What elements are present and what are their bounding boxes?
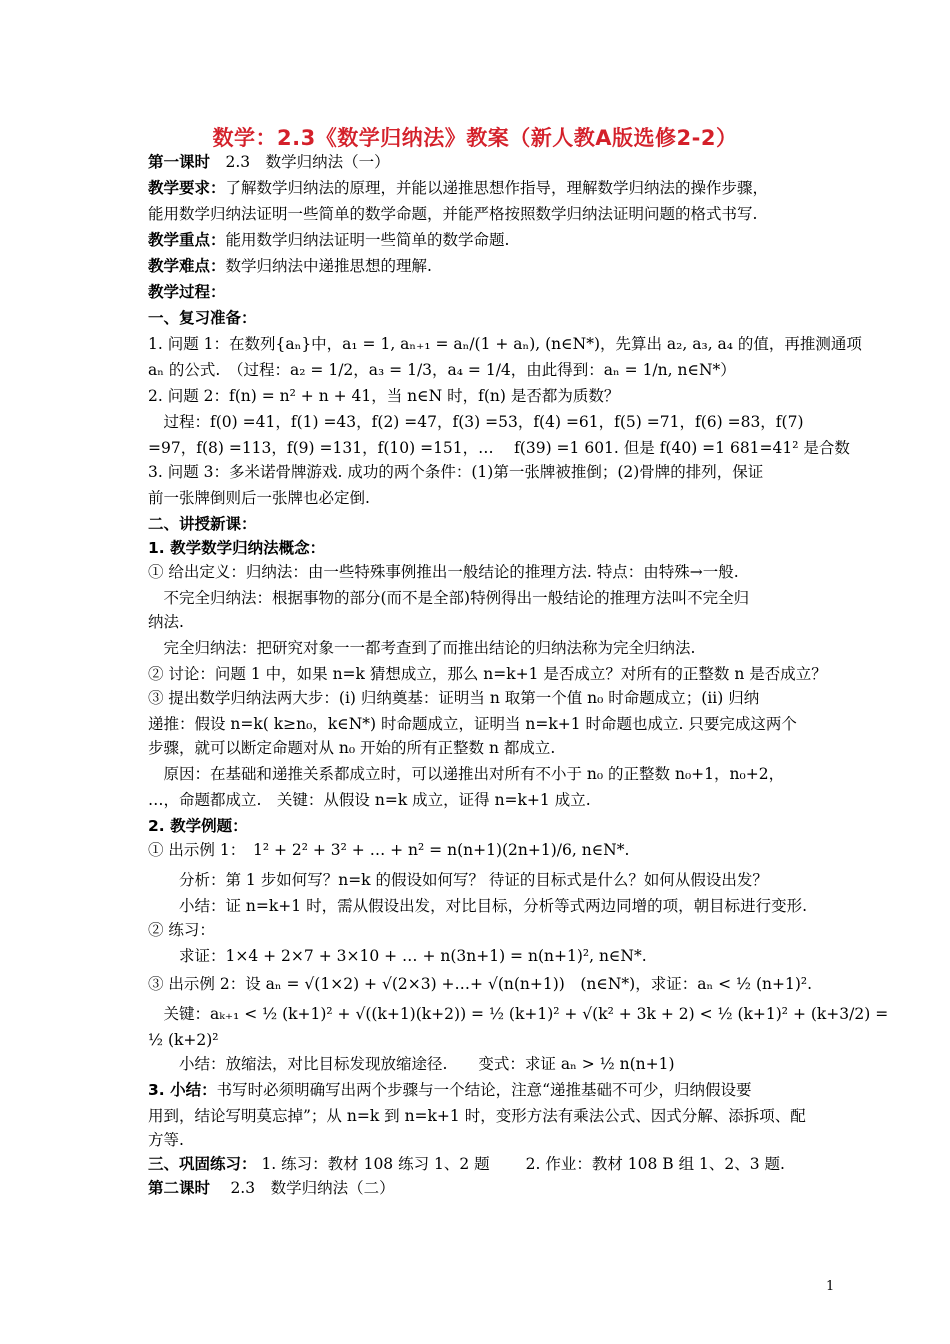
text-line — [148, 488, 813, 508]
bold-heading: 2. 教学例题： — [148, 817, 248, 835]
text-line — [148, 308, 813, 328]
text-line — [148, 896, 813, 916]
bold-heading: 教学要求： — [148, 179, 226, 197]
text-line — [148, 514, 813, 534]
text-line — [148, 816, 813, 836]
text-line — [148, 562, 813, 582]
text-line — [148, 638, 813, 658]
page-number: 1 — [826, 1279, 835, 1294]
line-text: 3. 问题 3：多米诺骨牌游戏. 成功的两个条件：(1)第一张牌被推倒；(2)骨牌的排列，保证 — [148, 463, 764, 481]
line-text: 2.3 数学归纳法（二） — [210, 1179, 395, 1197]
line-text: 小结：放缩法，对比目标发现放缩途径. 变式：求证 aₙ > ½ n(n+1) — [148, 1055, 675, 1073]
line-text: 过程：f(0) =41，f(1) =43，f(2) =47，f(3) =53，f(4) =61，f(5) =71，f(6) =83，f(7) — [148, 413, 804, 431]
text-line — [148, 1030, 813, 1050]
document-title: 数学：2.3《数学归纳法》教案（新人教A版选修2-2） — [212, 126, 738, 150]
bold-heading: 教学难点： — [148, 257, 226, 275]
text-line — [148, 1178, 813, 1198]
line-text: 书写时必须明确写出两个步骤与一个结论，注意“递推基础不可少，归纳假设要 — [216, 1081, 752, 1099]
bold-heading: 三、巩固练习： — [148, 1155, 257, 1173]
text-line — [148, 738, 813, 758]
text-line — [148, 790, 813, 810]
text-line — [148, 360, 813, 380]
line-text: 1. 问题 1：在数列{aₙ}中，a₁ = 1, aₙ₊₁ = aₙ/(1 + aₙ), (n∈N*)，先算出 a₂, a₃, a₄ 的值，再推测通项 — [148, 335, 862, 353]
text-line — [148, 974, 813, 994]
line-text: 纳法. — [148, 613, 184, 631]
text-line — [148, 282, 813, 302]
text-line — [148, 178, 813, 198]
line-text: 1. 练习：教材 108 练习 1、2 题 2. 作业：教材 108 B 组 1、2、3 题. — [256, 1155, 785, 1173]
text-line — [148, 412, 813, 432]
line-text: 2. 问题 2：f(n) = n² + n + 41，当 n∈N 时，f(n) 是否都为质数？ — [148, 387, 620, 405]
line-text: ½ (k+2)² — [148, 1031, 219, 1049]
bold-heading: 第一课时 — [148, 153, 211, 171]
text-line — [148, 1130, 813, 1150]
line-text: 前一张牌倒则后一张牌也必定倒. — [148, 489, 370, 507]
text-line — [148, 386, 813, 406]
line-text: 2.3 数学归纳法（一） — [210, 153, 390, 171]
bold-heading: 第二课时 — [148, 1179, 211, 1197]
line-text: 完全归纳法：把研究对象一一都考查到了而推出结论的归纳法称为完全归纳法. — [148, 639, 696, 657]
text-line — [148, 204, 813, 224]
text-line — [148, 1106, 813, 1126]
text-line — [148, 588, 813, 608]
text-line — [148, 946, 813, 966]
text-line — [148, 612, 813, 632]
bold-heading: 1. 教学数学归纳法概念： — [148, 539, 326, 557]
line-text: 了解数学归纳法的原理，并能以递推思想作指导，理解数学归纳法的操作步骤， — [225, 179, 769, 197]
text-line — [148, 870, 813, 890]
line-text: ② 练习： — [148, 921, 215, 939]
text-line — [148, 538, 813, 558]
text-line — [148, 1004, 889, 1024]
line-text: ③ 出示例 2：设 aₙ = √(1×2) + √(2×3) +…+ √(n(n+1)) (n∈N*)，求证：aₙ < ½ (n+1)². — [148, 975, 813, 993]
line-text: …，命题都成立. 关键：从假设 n=k 成立，证得 n=k+1 成立. — [148, 791, 591, 809]
text-line — [148, 714, 813, 734]
bold-heading: 二、讲授新课： — [148, 515, 257, 533]
line-text: 方等. — [148, 1131, 184, 1149]
text-line — [148, 256, 813, 276]
text-line — [148, 1154, 813, 1174]
line-text: 递推：假设 n=k( k≥n₀，k∈N*) 时命题成立，证明当 n=k+1 时命题也成立. 只要完成这两个 — [148, 715, 797, 733]
text-line — [148, 152, 813, 172]
line-text: ① 给出定义：归纳法：由一些特殊事例推出一般结论的推理方法. 特点：由特殊→一般. — [148, 563, 739, 581]
line-text: aₙ 的公式. （过程：a₂ = 1/2，a₃ = 1/3，a₄ = 1/4，由此得到：aₙ = 1/n, n∈N*） — [148, 361, 736, 379]
bold-heading: 3. 小结： — [148, 1081, 217, 1099]
text-line — [148, 840, 813, 860]
line-text: 关键：aₖ₊₁ < ½ (k+1)² + √((k+1)(k+2)) = ½ (k+1)² + √(k² + 3k + 2) < ½ (k+1)² + (k+3/2) = — [148, 1005, 889, 1023]
bold-heading: 教学重点： — [148, 231, 226, 249]
text-line — [148, 688, 813, 708]
text-line — [148, 438, 850, 458]
text-line — [148, 1080, 813, 1100]
text-line — [148, 920, 813, 940]
text-line — [148, 462, 813, 482]
line-text: 原因：在基础和递推关系都成立时，可以递推出对所有不小于 n₀ 的正整数 n₀+1，n₀+2， — [148, 765, 785, 783]
line-text: 用到，结论写明莫忘掉”；从 n=k 到 n=k+1 时，变形方法有乘法公式、因式分解、添拆项、配 — [148, 1107, 806, 1125]
line-text: ③ 提出数学归纳法两大步：(i) 归纳奠基：证明当 n 取第一个值 n₀ 时命题成立；(ii) 归纳 — [148, 689, 760, 707]
line-text: 分析：第 1 步如何写？n=k 的假设如何写？ 待证的目标式是什么？如何从假设出发？ — [148, 871, 768, 889]
text-line — [148, 664, 827, 684]
line-text: 步骤，就可以断定命题对从 n₀ 开始的所有正整数 n 都成立. — [148, 739, 556, 757]
line-text: 小结：证 n=k+1 时，需从假设出发，对比目标，分析等式两边同增的项，朝目标进行变形. — [148, 897, 807, 915]
line-text: 能用数学归纳法证明一些简单的数学命题，并能严格按照数学归纳法证明问题的格式书写. — [148, 205, 758, 223]
bold-heading: 教学过程： — [148, 283, 226, 301]
line-text: 不完全归纳法：根据事物的部分(而不是全部)特例得出一般结论的推理方法叫不完全归 — [148, 589, 750, 607]
text-line — [148, 334, 862, 354]
line-text: ② 讨论：问题 1 中，如果 n=k 猜想成立，那么 n=k+1 是否成立？对所有的正整数 n 是否成立？ — [148, 665, 827, 683]
line-text: 求证：1×4 + 2×7 + 3×10 + … + n(3n+1) = n(n+1)², n∈N*. — [148, 947, 647, 965]
text-line — [148, 764, 813, 784]
text-line — [148, 230, 813, 250]
line-text: ① 出示例 1： 1² + 2² + 3² + … + n² = n(n+1)(2n+1)/6, n∈N*. — [148, 841, 630, 859]
line-text: 数学归纳法中递推思想的理解. — [225, 257, 432, 275]
line-text: 能用数学归纳法证明一些简单的数学命题. — [225, 231, 510, 249]
bold-heading: 一、复习准备： — [148, 309, 257, 327]
text-line — [148, 1054, 813, 1074]
line-text: =97，f(8) =113，f(9) =131，f(10) =151，… f(39) =1 601. 但是 f(40) =1 681=41² 是合数 — [148, 439, 850, 457]
